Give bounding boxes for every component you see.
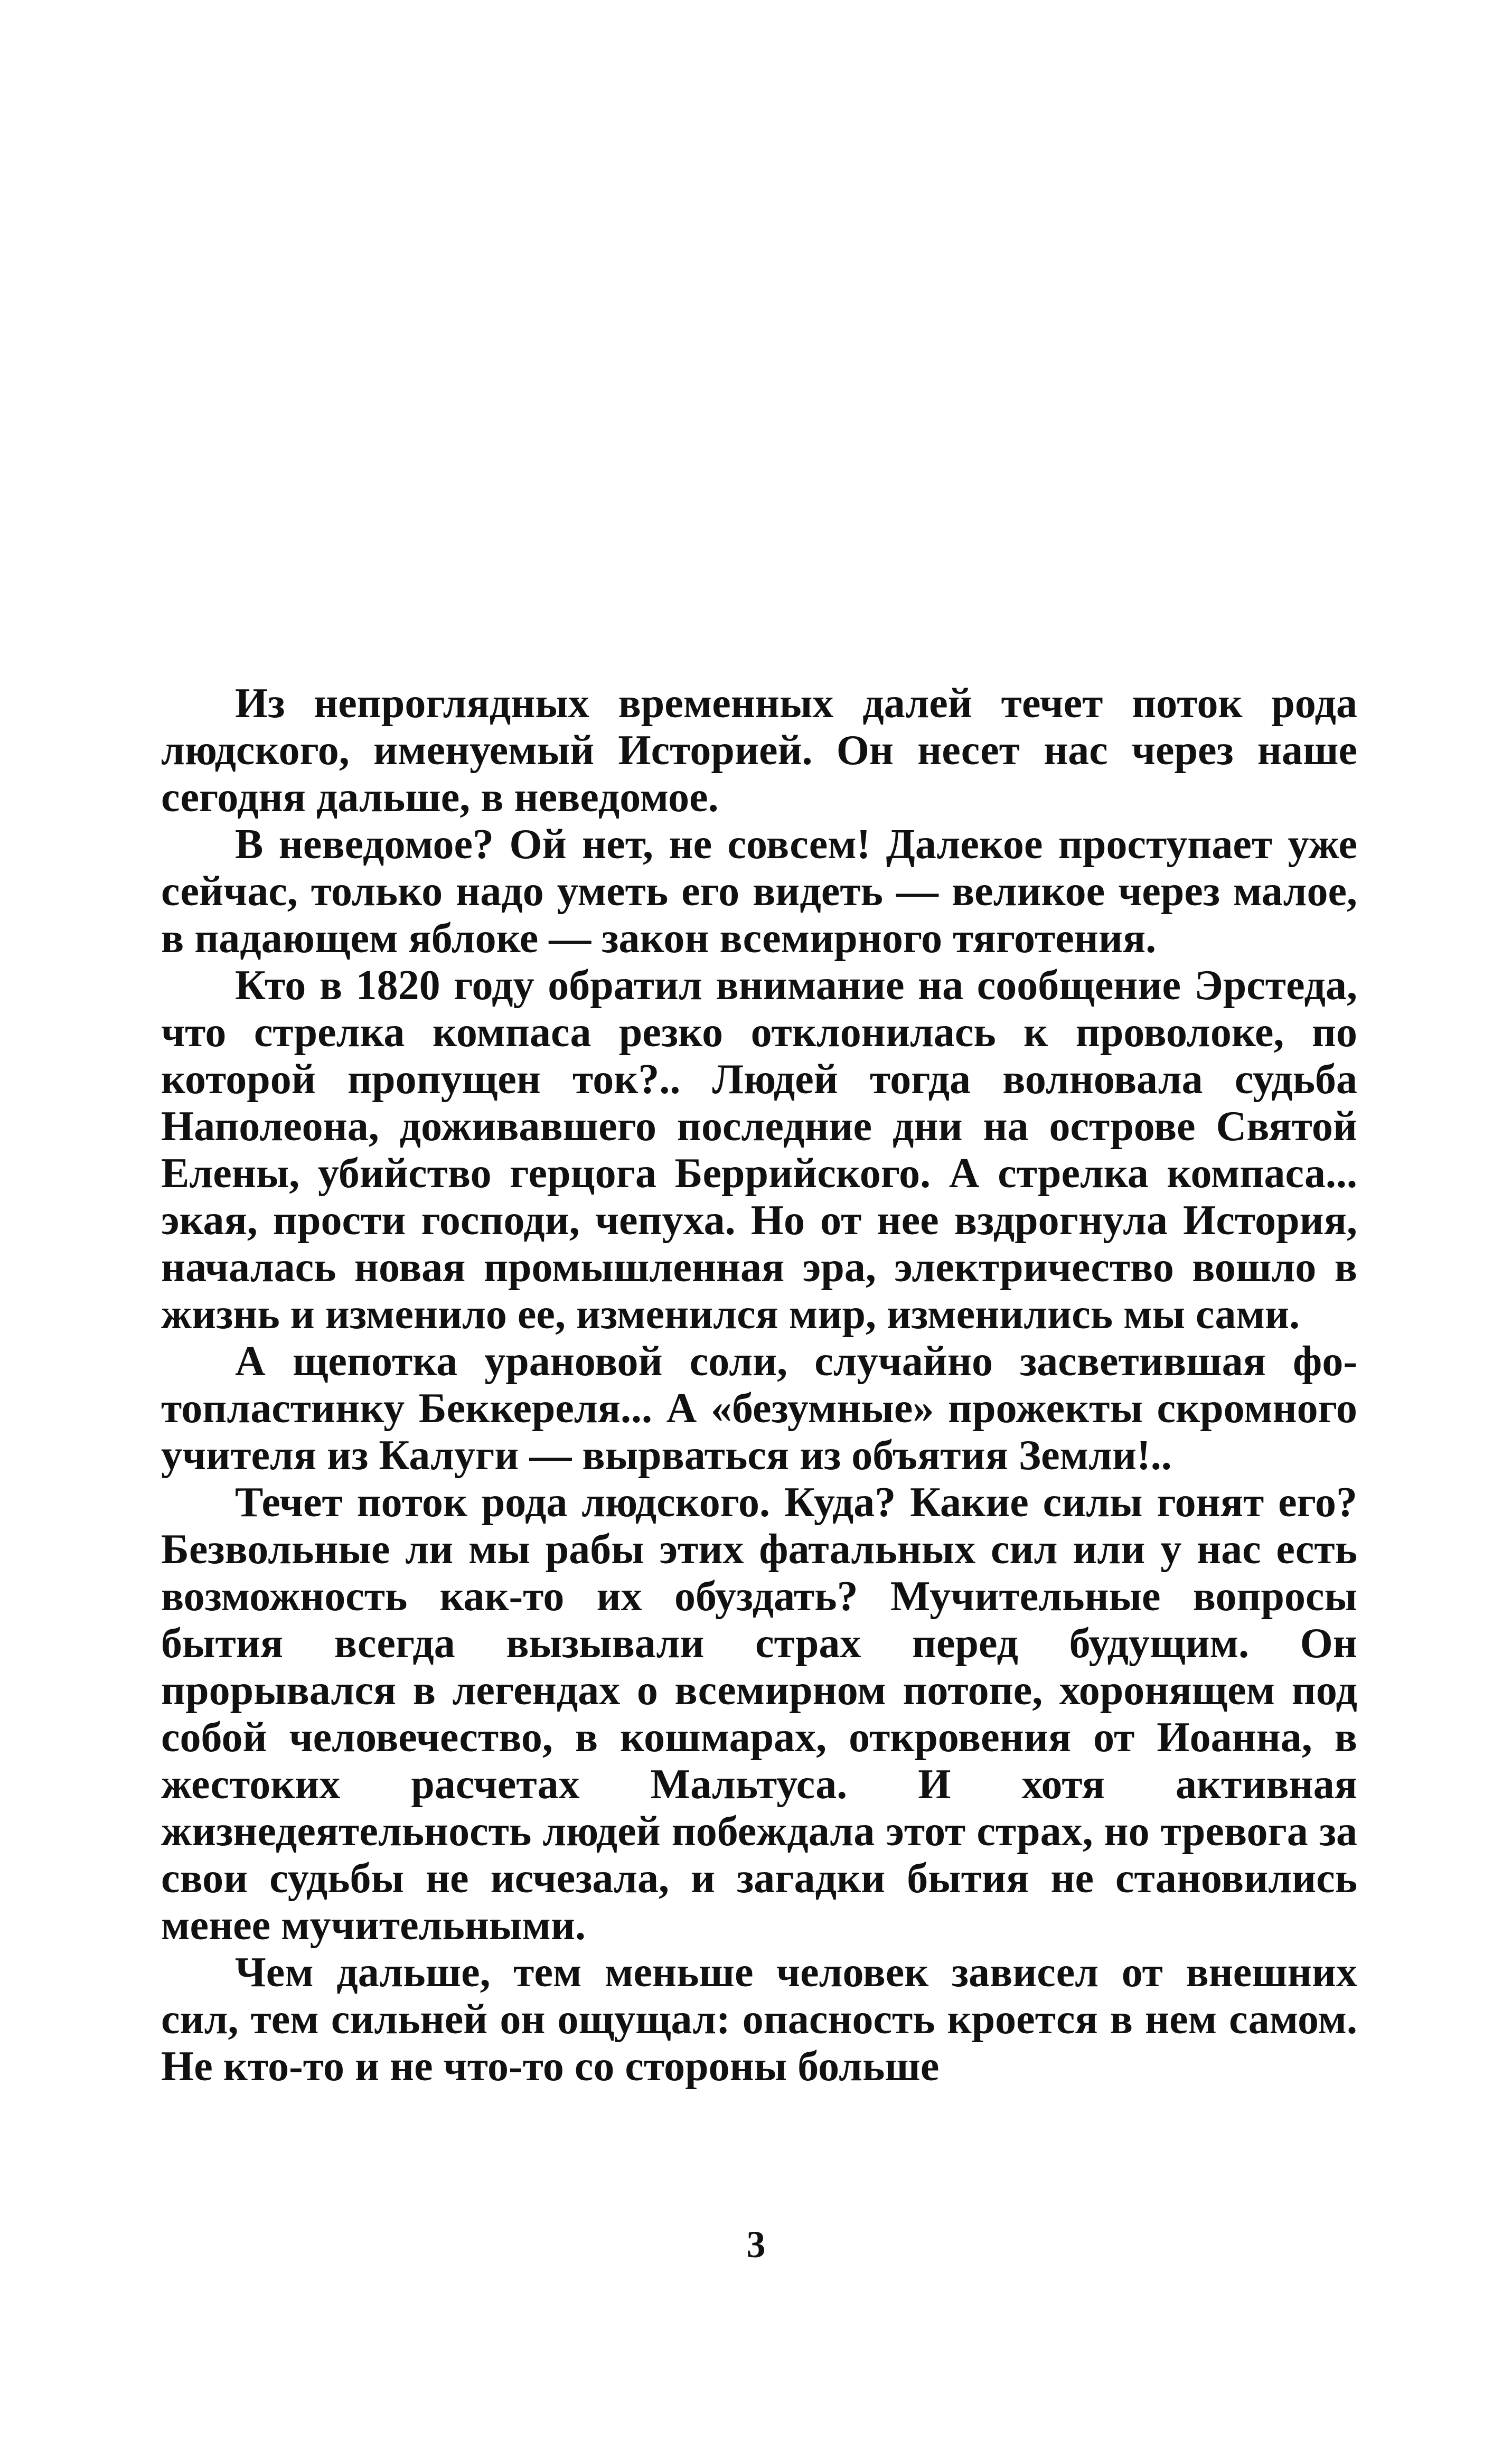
page-number: 3	[746, 2223, 766, 2266]
paragraph-1: Из непроглядных временных далей течет поток рода людского, именуемый Историей. Он несет нас через наше сегодня дальше, в неведомое.	[161, 680, 1357, 821]
paragraph-6: Чем дальше, тем меньше человек зависел от внешних сил, тем сильней он ощущал: опасность кроется в нем самом. Не кто-то и не что-то со стороны больше	[161, 1949, 1357, 2090]
paragraph-4: А щепотка урановой соли, случайно засветившая фотопластинку Беккереля... А «безумные» прожекты скромного учителя из Калуги — вырваться из объятия Земли!..	[161, 1338, 1357, 1479]
paragraph-3: Кто в 1820 году обратил внимание на сообщение Эрстеда, что стрелка компаса резко отклонилась к проволоке, по которой пропущен ток?.. Людей тогда волновала судьба Наполеона, доживавшего последние дни на острове Святой Елены, убийство герцога Беррийского. А стрелка компаса... экая, прости господи, чепуха. Но от нее вздрогнула История, началась новая промышленная эра, электричество вошло в жизнь и изменило ее, изменился мир, изменились мы сами.	[161, 962, 1357, 1338]
paragraph-2: В неведомое? Ой нет, не совсем! Далекое проступает уже сейчас, только надо уметь его видеть — великое через малое, в падающем яблоке — закон всемирного тяготения.	[161, 821, 1357, 962]
paragraph-5: Течет поток рода людского. Куда? Какие силы гонят его? Безвольные ли мы рабы этих фатальных сил или у нас есть возможность как-то их обуздать? Мучительные вопросы бытия всегда вызывали страх перед будущим. Он прорывался в легендах о всемирном потопе, хоронящем под собой человечество, в кошмарах, откровения от Иоанна, в жестоких расчетах Мальтуса. И хотя активная жизнедеятельность людей побеждала этот страх, но тревога за свои судьбы не исчезала, и загадки бытия не становились менее мучительными.	[161, 1479, 1357, 1949]
main-text	[161, 680, 1357, 2090]
